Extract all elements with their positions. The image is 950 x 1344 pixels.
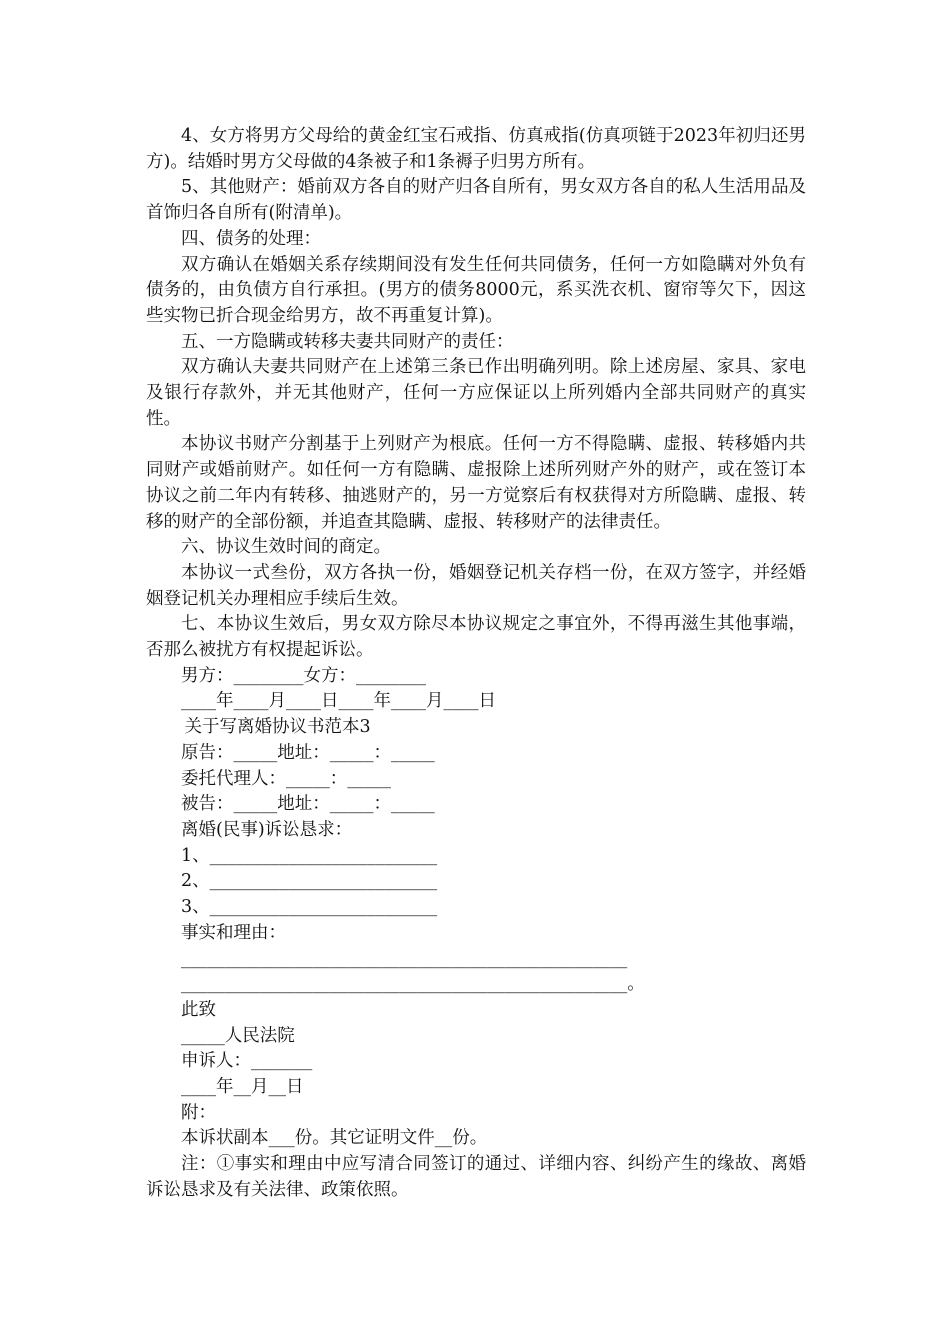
form-line-defendant: 被告：_____地址：_____：_____ <box>181 794 435 815</box>
paragraph-debt: 双方确认在婚姻关系存续期间没有发生任何共同债务，任何一方如隐瞒对外负有债务的，由负债方自行承担。(男方的债务8000元，系买洗衣机、窗帘等欠下，因这些实物已折合现金给男方，故不再重复计算)。 <box>146 254 806 326</box>
form-line-court: _____人民法院 <box>181 1025 295 1046</box>
form-line-attachment-heading: 附： <box>181 1102 216 1123</box>
form-line-facts-heading: 事实和理由： <box>181 922 286 943</box>
form-line-facts-blank-2: ___________________________________________________。 <box>181 974 645 995</box>
document-body <box>146 124 806 1204</box>
form-line-facts-blank-1: ___________________________________________________ <box>181 948 628 969</box>
form-line-date: ____年__月__日 <box>181 1077 304 1098</box>
paragraph-item-4: 4、女方将男方父母给的黄金红宝石戒指、仿真戒指(仿真项链于2023年初归还男方)。结婚时男方父母做的4条被子和1条褥子归男方所有。 <box>146 126 806 172</box>
form-line-salutation: 此致 <box>181 999 216 1020</box>
form-line-claim-1: 1、__________________________ <box>181 845 438 866</box>
form-line-claim-3: 3、__________________________ <box>181 897 438 918</box>
section-heading-debt: 四、债务的处理： <box>181 228 321 249</box>
note-paragraph: 注：①事实和理由中应写清合同签订的通过、详细内容、纠纷产生的缘故、离婚诉讼恳求及有关法律、政策依照。 <box>146 1154 806 1200</box>
signature-line: 男方：________女方：________ <box>181 665 426 686</box>
form-line-claims-heading: 离婚(民事)诉讼恳求： <box>181 819 353 840</box>
form-line-appellant: 申诉人：_______ <box>181 1051 313 1072</box>
form-line-attachment-copies: 本诉状副本___份。其它证明文件__份。 <box>181 1128 488 1149</box>
paragraph-copies: 本协议一式叁份，双方各执一份，婚姻登记机关存档一份，在双方签字，并经婚姻登记机关办理相应手续后生效。 <box>146 562 806 609</box>
section-title: 关于写离婚协议书范本3 <box>184 717 371 738</box>
date-line: ____年____月____日____年____月____日 <box>181 691 496 712</box>
form-line-agent: 委托代理人：_____：_____ <box>181 768 391 789</box>
paragraph-item-5: 5、其他财产：婚前双方各自的财产归各自所有，男女双方各自的私人生活用品及首饰归各自所有(附清单)。 <box>146 177 806 224</box>
form-line-claim-2: 2、__________________________ <box>181 871 438 892</box>
paragraph-after-effect: 七、本协议生效后，男女双方除尽本协议规定之事宜外，不得再滋生其他事端，否那么被扰方有权提起诉讼。 <box>146 614 806 661</box>
section-heading-effective-time: 六、协议生效时间的商定。 <box>181 537 391 558</box>
form-line-plaintiff: 原告：_____地址：_____：_____ <box>181 742 435 763</box>
paragraph-shared-property: 双方确认夫妻共同财产在上述第三条已作出明确列明。除上述房屋、家具、家电及银行存款外，并无其他财产，任何一方应保证以上所列婚内全部共同财产的真实性。 <box>146 357 806 429</box>
paragraph-property-division: 本协议书财产分割基于上列财产为根底。任何一方不得隐瞒、虚报、转移婚内共同财产或婚前财产。如任何一方有隐瞒、虚报除上述所列财产外的财产，或在签订本协议之前二年内有转移、抽逃财产的，另一方觉察后有权获得对方所隐瞒、虚报、转移的财产的全部份额，并追查其隐瞒、虚报、转移财产的法律责任。 <box>146 434 806 532</box>
section-heading-concealment: 五、一方隐瞒或转移夫妻共同财产的责任： <box>181 331 514 352</box>
